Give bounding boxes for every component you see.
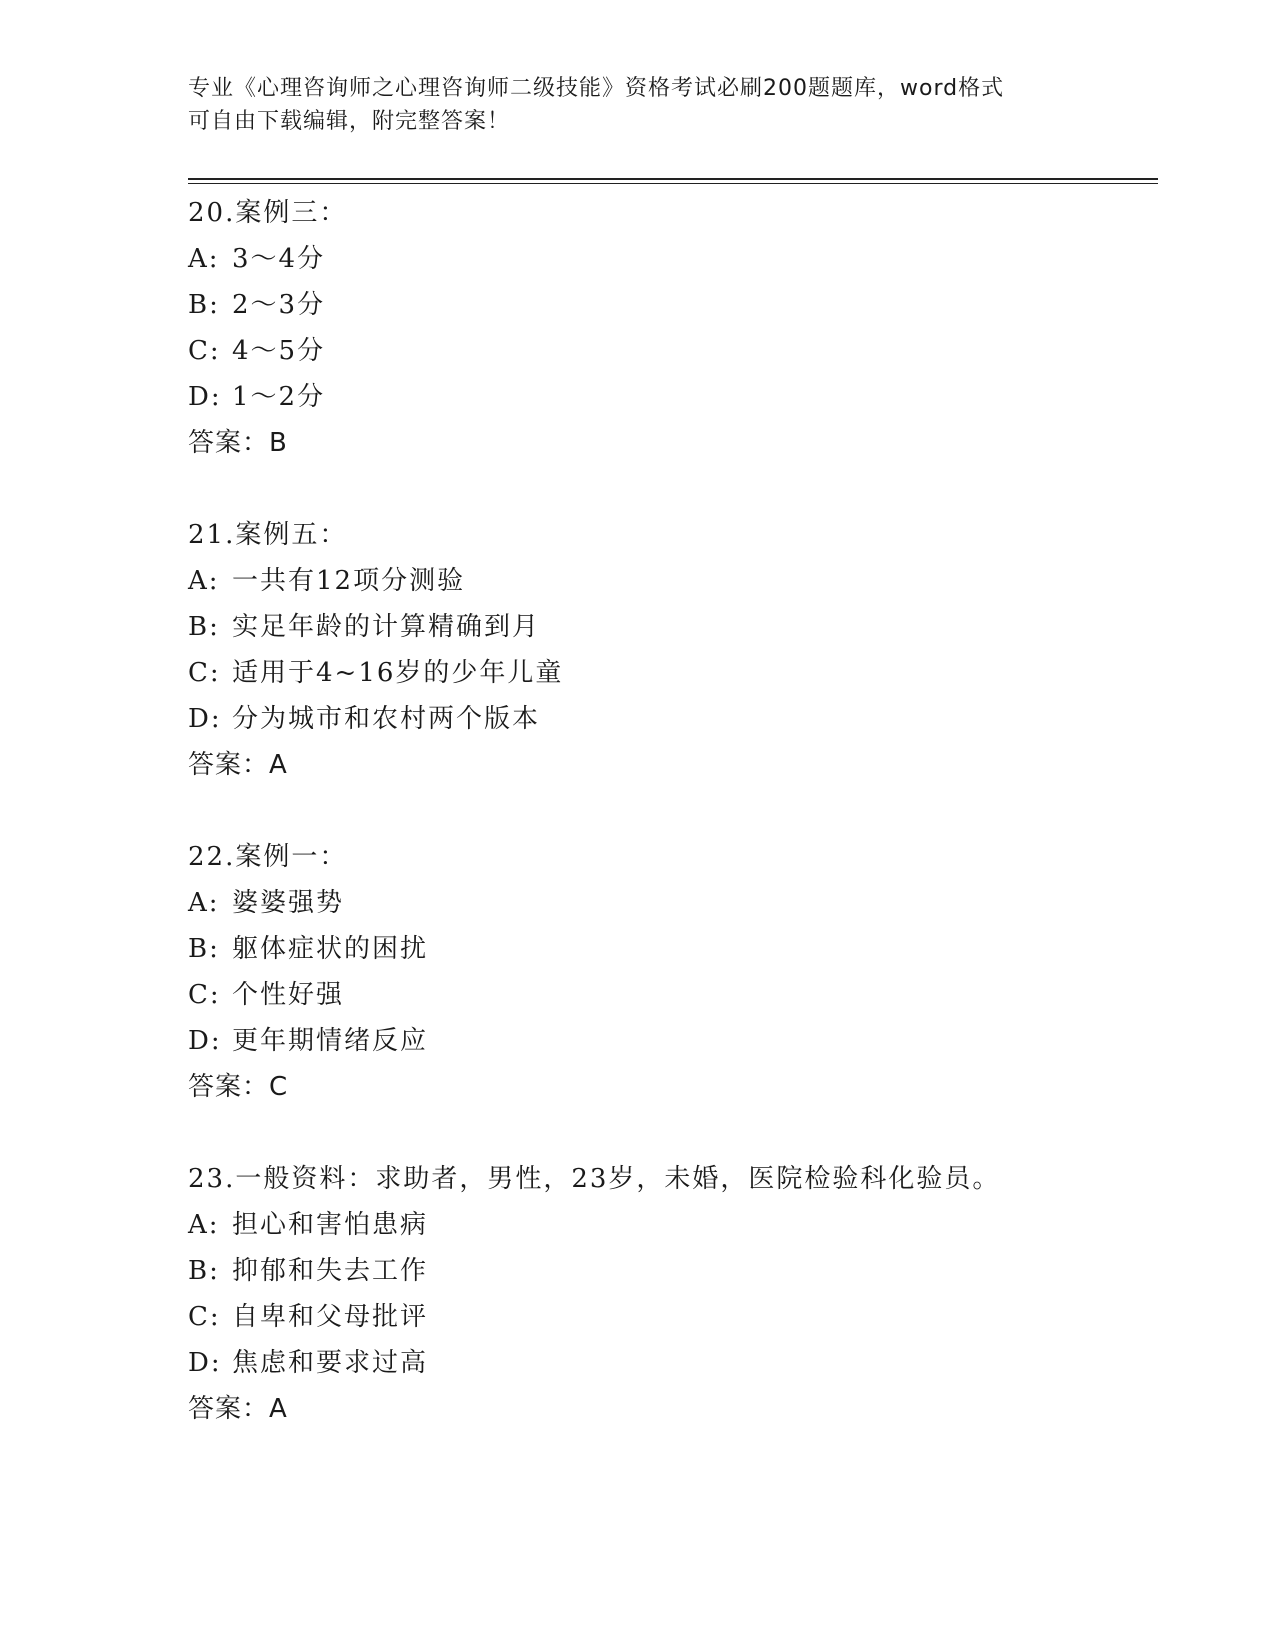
option-row (188, 696, 1148, 742)
question-item (188, 834, 1148, 1110)
option-text: 实足年龄的计算精确到月 (232, 612, 541, 642)
option-text: 个性好强 (232, 980, 345, 1010)
option-text: 自卑和父母批评 (232, 1302, 429, 1332)
option-key: D: (188, 704, 222, 734)
option-row (188, 374, 1148, 420)
option-row (188, 1018, 1148, 1064)
option-row (188, 282, 1148, 328)
option-text: 焦虑和要求过高 (232, 1348, 429, 1378)
option-row (188, 1340, 1148, 1386)
option-key: D: (188, 382, 222, 412)
option-text: 3～4分 (232, 244, 326, 274)
answer-line: 答案：C (188, 1072, 289, 1102)
question-list (188, 190, 1148, 1478)
option-key: C: (188, 1302, 221, 1332)
header-line-2: 可自由下载编辑，附完整答案！ (188, 109, 511, 134)
option-row (188, 650, 1148, 696)
question-item (188, 1156, 1148, 1432)
option-key: C: (188, 336, 221, 366)
option-text: 分为城市和农村两个版本 (232, 704, 541, 734)
option-text: 2～3分 (232, 290, 326, 320)
question-item (188, 190, 1148, 466)
question-stem: 22.案例一： (188, 842, 348, 872)
option-row (188, 604, 1148, 650)
option-key: B: (188, 934, 220, 964)
option-text: 担心和害怕患病 (232, 1210, 429, 1240)
answer-line: 答案：B (188, 428, 288, 458)
option-row (188, 972, 1148, 1018)
answer-line: 答案：A (188, 750, 288, 780)
question-stem: 23.一般资料：求助者，男性，23岁，未婚，医院检验科化验员。 (188, 1164, 1001, 1194)
option-row (188, 558, 1148, 604)
document-header (188, 72, 1088, 138)
option-row (188, 880, 1148, 926)
option-row (188, 926, 1148, 972)
option-key: A: (188, 244, 220, 274)
option-row (188, 236, 1148, 282)
option-row (188, 1248, 1148, 1294)
header-line-1: 专业《心理咨询师之心理咨询师二级技能》资格考试必刷200题题库，word格式 (188, 76, 1005, 101)
option-text: 婆婆强势 (232, 888, 345, 918)
option-key: D: (188, 1348, 222, 1378)
option-row (188, 328, 1148, 374)
option-key: B: (188, 290, 220, 320)
option-key: B: (188, 612, 220, 642)
option-key: B: (188, 1256, 220, 1286)
option-text: 1～2分 (232, 382, 326, 412)
question-stem: 21.案例五： (188, 520, 348, 550)
option-text: 4～5分 (232, 336, 326, 366)
question-item (188, 512, 1148, 788)
option-text: 一共有12项分测验 (232, 566, 466, 596)
option-key: D: (188, 1026, 222, 1056)
option-key: A: (188, 1210, 220, 1240)
option-text: 躯体症状的困扰 (232, 934, 429, 964)
option-key: C: (188, 658, 221, 688)
option-row (188, 1294, 1148, 1340)
question-stem: 20.案例三： (188, 198, 348, 228)
option-text: 更年期情绪反应 (232, 1026, 429, 1056)
option-key: A: (188, 566, 220, 596)
option-key: C: (188, 980, 221, 1010)
option-text: 适用于4~16岁的少年儿童 (232, 658, 564, 688)
option-row (188, 1202, 1148, 1248)
option-text: 抑郁和失去工作 (232, 1256, 429, 1286)
answer-line: 答案：A (188, 1394, 288, 1424)
header-divider (188, 178, 1158, 184)
option-key: A: (188, 888, 220, 918)
